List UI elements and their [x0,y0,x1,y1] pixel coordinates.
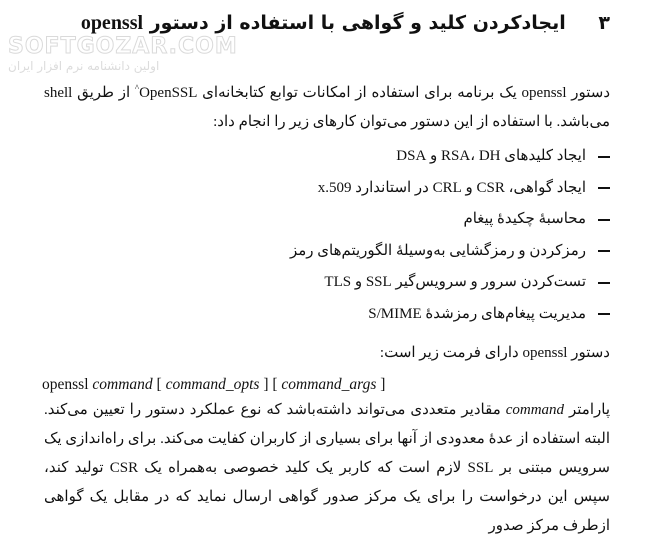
list-item [210,299,610,331]
dash-bullet-icon [598,219,610,221]
intro-shell: shell [44,85,73,101]
list-item-text: ایجاد گواهی، CSR و CRL در استاندارد x.509 [317,179,586,196]
section-title-command: openssl [80,12,144,34]
section-number: ۳ [598,12,610,34]
syntax-bracket: ] [263,376,269,393]
list-item-text: تست‌کردن سرور و سرویس‌گیر SSL و TLS [324,274,586,290]
dash-bullet-icon [598,313,610,315]
syntax-options: command_opts [165,376,260,393]
body-paragraph [44,396,610,541]
dash-bullet-icon [598,156,610,158]
dash-bullet-icon [598,250,610,252]
watermark-logo: SOFTGOZAR.COM [8,34,238,59]
list-item-text: ایجاد کلیدهای RSA، DH و DSA [396,148,586,164]
dash-bullet-icon [598,187,610,189]
intro-paragraph [44,74,610,137]
list-item-text: رمزکردن و رمزگشایی به‌وسیلهٔ الگوریتم‌های رمز [289,242,586,259]
list-item [210,267,610,299]
body-text: پارامتر [569,402,610,418]
intro-text: دستور [571,85,611,101]
command-syntax [42,370,385,399]
intro-command: openssl [521,85,567,101]
watermark-tagline: اولین دانشنامه نرم افزار ایران [8,59,160,73]
list-item-text: مدیریت پیغام‌های رمزشدهٔ S/MIME [368,305,586,322]
intro-text: یک برنامه برای استفاده از امکانات توابع کتابخانه‌ای [202,85,517,101]
format-intro: دستور openssl دارای فرمت زیر است: [379,345,610,361]
intro-library: OpenSSL [139,85,198,101]
syntax-bracket: ] [380,376,386,393]
list-item [210,236,610,268]
list-item [210,141,610,173]
watermark [8,34,238,73]
dash-bullet-icon [598,282,610,284]
syntax-command: command [92,376,153,393]
section-title: ایجادکردن کلید و گواهی با استفاده از دستور [149,12,566,34]
intro-text: می‌باشد. با استفاده از این دستور می‌توان کارهای زیر را انجام داد: [213,114,610,130]
syntax-program: openssl [42,376,89,393]
section-heading [80,12,610,35]
syntax-bracket: [ [156,376,162,393]
syntax-bracket: [ [272,376,278,393]
list-item [210,173,610,205]
list-item-text: محاسبهٔ چکیدهٔ پیغام [463,211,586,227]
capability-list [210,141,610,330]
body-text: مقادیر متعددی می‌تواند داشته‌باشد که نوع عملکرد دستور را تعیین می‌کند. البته استفاده از عدهٔ معدودی از آنها برای بسیاری از کاربران کفایت می‌کند. برای راه‌اندازی یک سرویس مبتنی بر SSL لازم است که کاربر یک کلید خصوصی به‌همراه یک CSR تولید کند، سپس این درخواست را برای یک مرکز صدور گواهی ارسال نماید که در مقابل یک گواهی ازطرف مرکز صدور [44,402,610,534]
footnote-marker: ^ [134,83,140,93]
syntax-arguments: command_args [281,376,377,393]
list-item [210,204,610,236]
body-param: command [505,402,565,418]
intro-text: از طریق [77,85,131,101]
